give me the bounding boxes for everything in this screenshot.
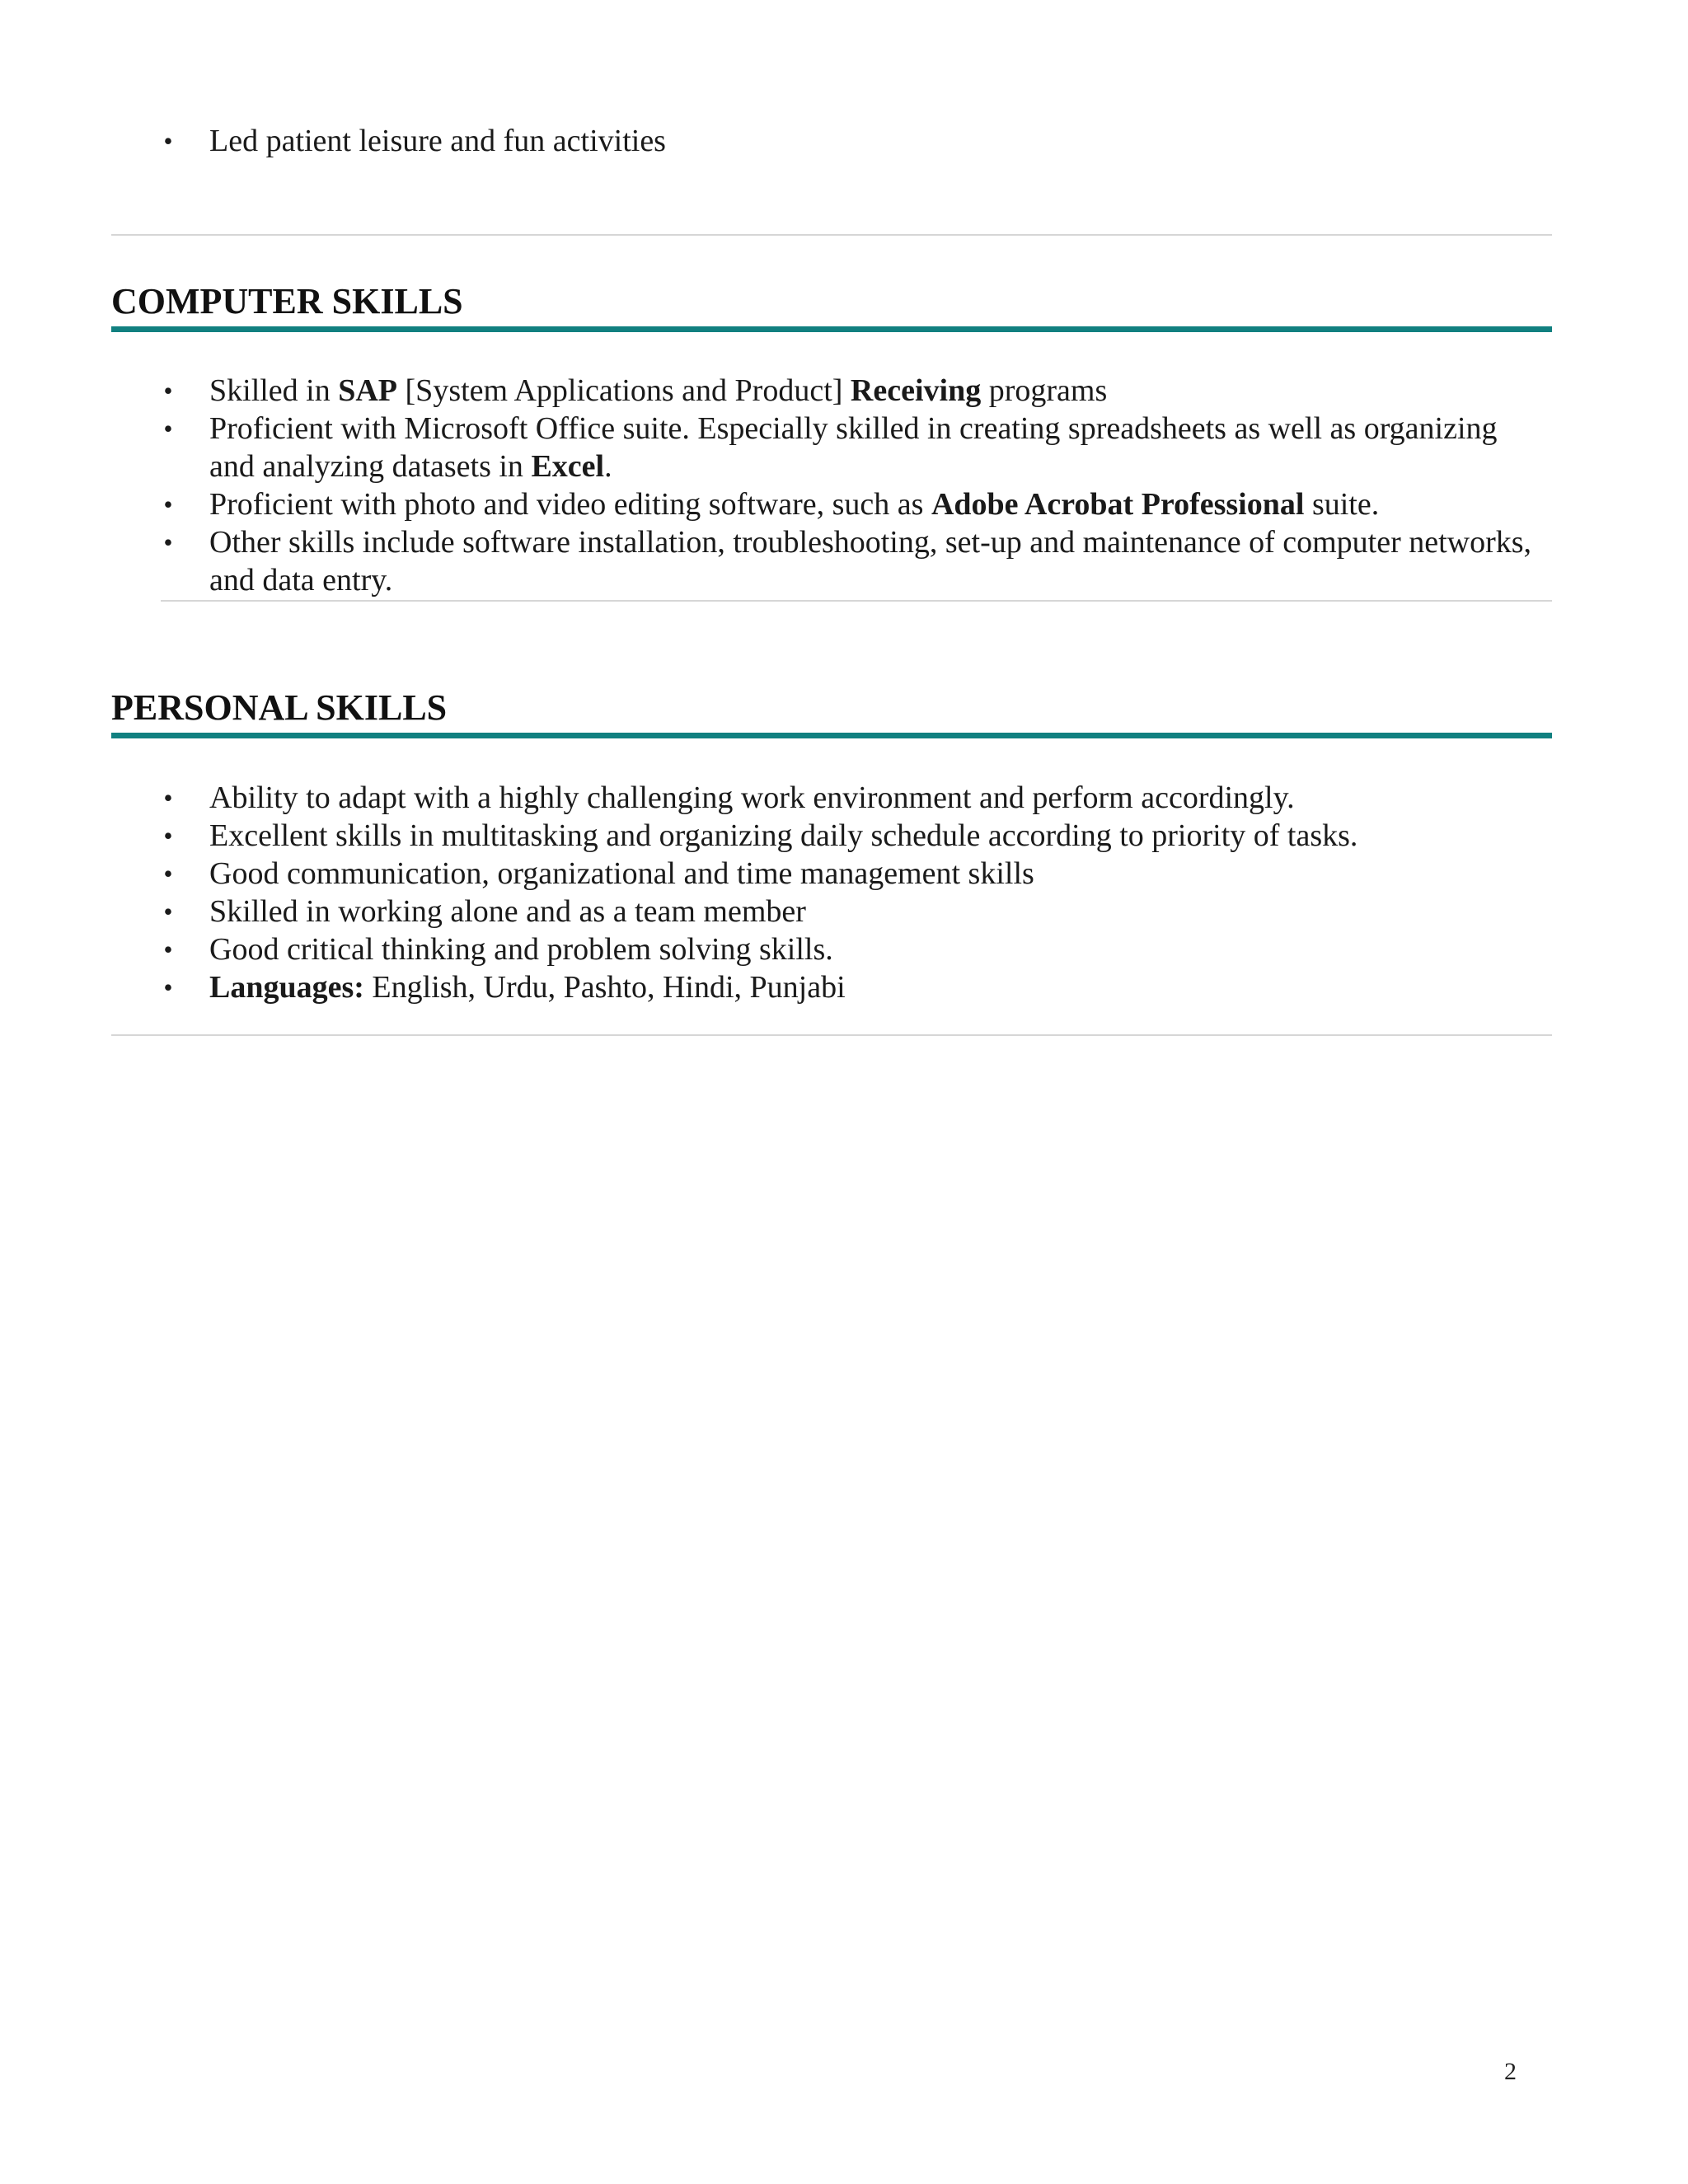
list-item-text [209, 930, 1548, 968]
list-item [0, 410, 1688, 485]
list-item-text [209, 523, 1548, 599]
list-item [0, 779, 1688, 817]
item-text-run: Skilled in working alone and as a team member [209, 894, 806, 929]
list-item-text [209, 893, 1548, 930]
computer-skills-list [0, 372, 1688, 599]
section-divider [161, 600, 1552, 602]
item-text-run: Ability to adapt with a highly challenging work environment and perform accordingly. [209, 780, 1295, 815]
experience-continued-list [0, 122, 1688, 160]
bullet-icon: • [163, 897, 173, 926]
bullet-icon: • [163, 126, 173, 156]
list-item [0, 968, 1688, 1006]
bullet-icon: • [163, 783, 173, 813]
list-item [0, 817, 1688, 855]
list-item [0, 523, 1688, 599]
page-number: 2 [1504, 2058, 1517, 2085]
item-text-run: Skilled in [209, 373, 339, 408]
item-text-run: [System Applications and Product] [397, 373, 851, 408]
emphasized-text: SAP [338, 373, 398, 408]
list-item-text [209, 817, 1548, 855]
section-divider [111, 234, 1552, 236]
item-text-run: Good communication, organizational and time management skills [209, 856, 1034, 891]
list-item-text: Led patient leisure and fun activities [209, 124, 666, 158]
bullet-icon: • [163, 376, 173, 405]
bullet-icon: • [163, 821, 173, 851]
item-text-run: Other skills include software installation, troubleshooting, set-up and maintenance of computer networks, and data entry. [209, 525, 1532, 598]
list-item-text [209, 372, 1548, 410]
list-item-text [209, 410, 1548, 485]
item-text-run: Excellent skills in multitasking and organizing daily schedule according to priority of tasks. [209, 818, 1358, 853]
list-item-text [209, 855, 1548, 893]
item-text-run: . [604, 449, 612, 484]
item-text-run: Proficient with photo and video editing software, such as [209, 487, 931, 522]
personal-skills-heading: PERSONAL SKILLS [111, 687, 448, 728]
computer-skills-accent-rule [111, 326, 1552, 332]
list-item-text [209, 968, 1548, 1006]
bullet-icon: • [163, 935, 173, 964]
item-text-run: suite. [1304, 487, 1380, 522]
bullet-icon: • [163, 527, 173, 557]
emphasized-text: Receiving [850, 373, 982, 408]
item-text-run: programs [981, 373, 1108, 408]
computer-skills-heading: COMPUTER SKILLS [111, 281, 463, 321]
list-item [0, 122, 1688, 160]
emphasized-text: Adobe Acrobat Professional [931, 487, 1305, 522]
list-item [0, 855, 1688, 893]
item-text-run: Good critical thinking and problem solving skills. [209, 932, 833, 967]
bullet-icon: • [163, 490, 173, 519]
list-item-text [209, 485, 1548, 523]
item-text-run: Proficient with Microsoft Office suite. Especially skilled in creating spreadsheets as well as organizing and analyzing datasets in [209, 411, 1498, 484]
personal-skills-accent-rule [111, 733, 1552, 738]
emphasized-text: Excel [531, 449, 605, 484]
bullet-icon: • [163, 414, 173, 443]
list-item [0, 893, 1688, 930]
section-divider [111, 1034, 1552, 1036]
emphasized-text: Languages: [209, 970, 364, 1005]
bullet-icon: • [163, 859, 173, 888]
item-text-run: English, Urdu, Pashto, Hindi, Punjabi [363, 970, 846, 1005]
list-item [0, 372, 1688, 410]
personal-skills-list [0, 779, 1688, 1006]
bullet-icon: • [163, 972, 173, 1002]
list-item [0, 930, 1688, 968]
list-item [0, 485, 1688, 523]
list-item-text [209, 779, 1548, 817]
